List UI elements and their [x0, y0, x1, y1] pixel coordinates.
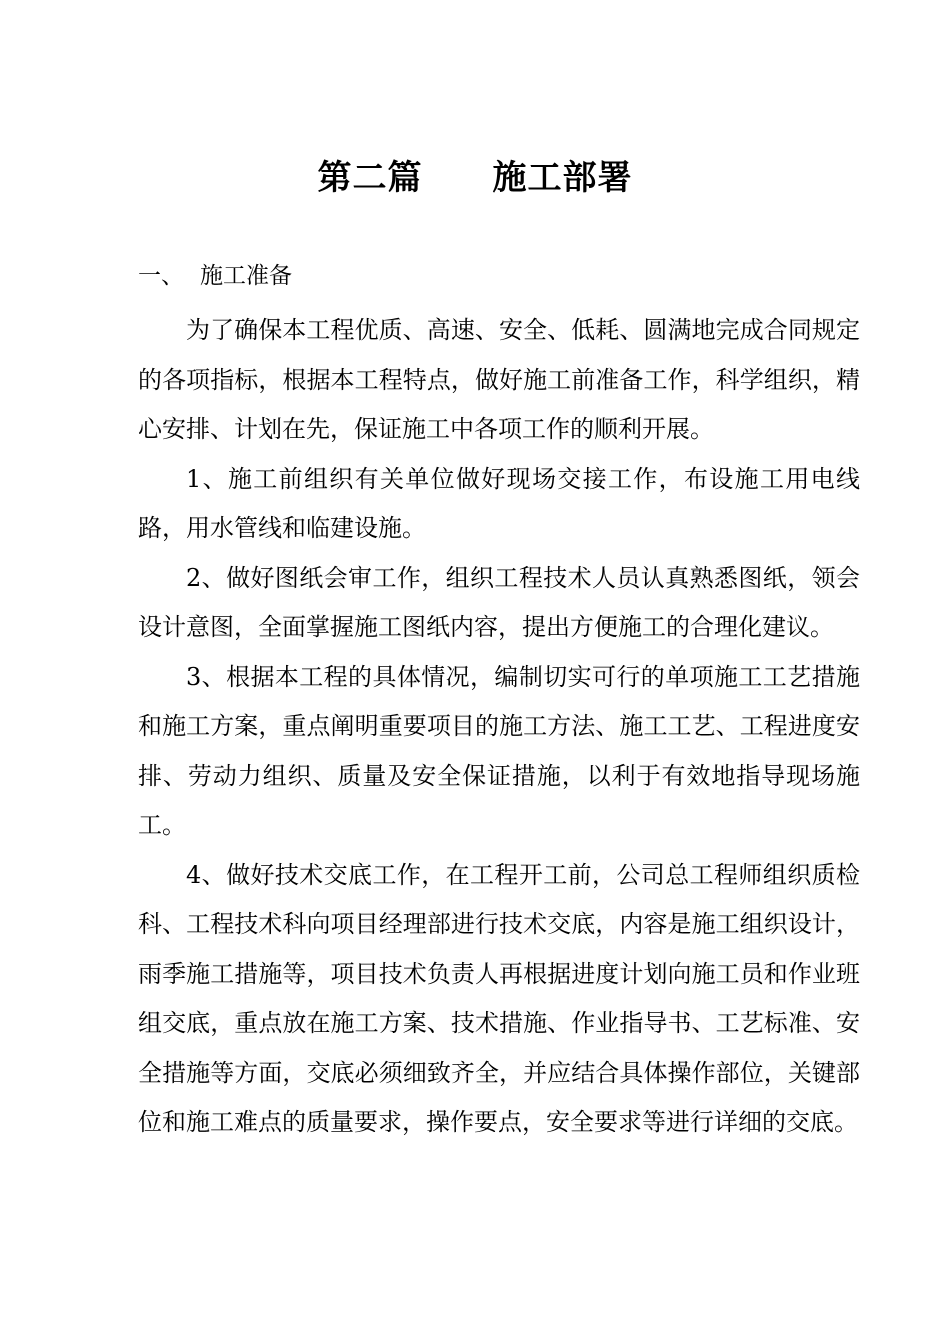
paragraph-intro: 为了确保本工程优质、高速、安全、低耗、圆满地完成合同规定的各项指标，根据本工程特点，做好施工前准备工作，科学组织，精心安排、计划在先，保证施工中各项工作的顺利开展。: [138, 316, 860, 443]
section-heading-text: 施工准备: [200, 263, 292, 289]
paragraph-item-1: 1、施工前组织有关单位做好现场交接工作，布设施工用电线路，用水管线和临建设施。: [138, 464, 860, 542]
body-text: [138, 306, 860, 1148]
paragraph-item-4: 4、做好技术交底工作，在工程开工前，公司总工程师组织质检科、工程技术科向项目经理部进行技术交底，内容是施工组织设计，雨季施工措施等，项目技术负责人再根据进度计划向施工员和作业班组交底，重点放在施工方案、技术措施、作业指导书、工艺标准、安全措施等方面，交底必须细致齐全，并应结合具体操作部位，关键部位和施工难点的质量要求，操作要点，安全要求等进行详细的交底。: [138, 860, 860, 1136]
paragraph-item-2: 2、做好图纸会审工作，组织工程技术人员认真熟悉图纸，领会设计意图，全面掌握施工图纸内容，提出方便施工的合理化建议。: [138, 563, 860, 641]
paragraph-item-3: 3、根据本工程的具体情况，编制切实可行的单项施工工艺措施和施工方案，重点阐明重要项目的施工方法、施工工艺、工程进度安排、劳动力组织、质量及安全保证措施，以利于有效地指导现场施工。: [138, 662, 860, 839]
page-title: 第二篇 施工部署: [317, 158, 633, 198]
section-number: 一、: [138, 263, 184, 289]
section-heading: [138, 256, 292, 296]
